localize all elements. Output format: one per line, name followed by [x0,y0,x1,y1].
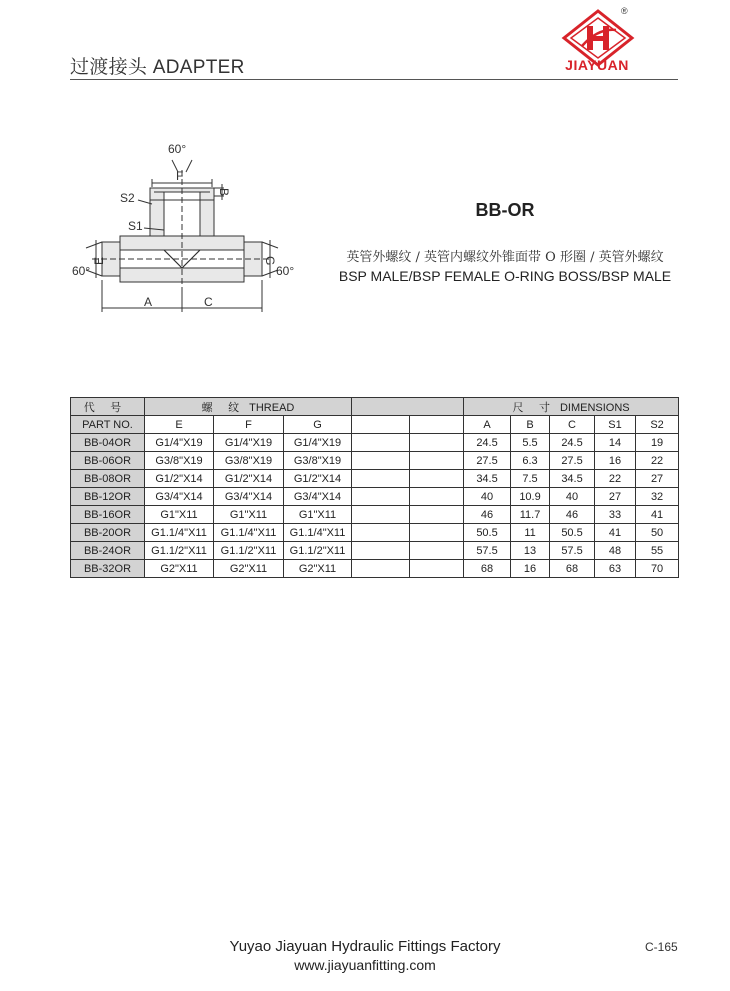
table-cell: 10.9 [511,488,550,506]
table-cell: 50 [636,524,679,542]
table-cell: 40 [550,488,595,506]
column-header: S1 [595,416,636,434]
group-dims-en: DIMENSIONS [559,401,630,414]
table-cell: G3/8"X19 [214,452,284,470]
table-cell: G1/4"X19 [214,434,284,452]
table-cell: 46 [550,506,595,524]
table-cell [352,542,410,560]
table-cell: 22 [636,452,679,470]
table-group-header [71,398,679,416]
table-body [71,434,679,578]
column-header: S2 [636,416,679,434]
f-label: F [176,169,184,183]
table-cell: 6.3 [511,452,550,470]
table-cell: G3/8"X19 [145,452,214,470]
table-cell: 46 [464,506,511,524]
table-cell: 14 [595,434,636,452]
table-row [71,560,679,578]
table-cell [352,506,410,524]
table-cell: 34.5 [464,470,511,488]
table-cell: G1/2"X14 [145,470,214,488]
table-cell: 27 [636,470,679,488]
table-cell [352,434,410,452]
table-cell: G1"X11 [214,506,284,524]
table-cell [410,560,464,578]
part-number-cell: BB-32OR [71,560,145,578]
group-code-cell [71,398,145,416]
table-cell: 50.5 [550,524,595,542]
table-cell: G2"X11 [284,560,352,578]
table-cell [352,452,410,470]
angle-top-label: 60° [168,142,187,156]
column-header: E [145,416,214,434]
table-cell: 41 [636,506,679,524]
table-cell: 32 [636,488,679,506]
table-cell: 22 [595,470,636,488]
column-header: F [214,416,284,434]
part-number-cell: BB-04OR [71,434,145,452]
c-label: C [204,295,213,309]
table-cell: G3/4"X14 [214,488,284,506]
part-number-cell: BB-16OR [71,506,145,524]
table-cell [410,470,464,488]
b-label: B [217,188,231,197]
table-cell [410,506,464,524]
column-header [410,416,464,434]
table-row [71,434,679,452]
table-cell: G1.1/4"X11 [145,524,214,542]
table-cell [352,560,410,578]
page-title: 过渡接头 ADAPTER [70,57,245,78]
table-row [71,470,679,488]
part-number-cell: BB-24OR [71,542,145,560]
e-label: E [92,256,106,265]
table-cell: 16 [595,452,636,470]
table-cell: G1.1/4"X11 [214,524,284,542]
table-cell: G3/8"X19 [284,452,352,470]
table-cell: G3/4"X14 [284,488,352,506]
table-cell: 68 [550,560,595,578]
table-cell: 41 [595,524,636,542]
table-cell: 57.5 [550,542,595,560]
spec-table [70,397,679,578]
g-label: G [263,256,277,266]
table-cell [410,488,464,506]
table-cell: G1.1/2"X11 [284,542,352,560]
table-cell: G1/4"X19 [284,434,352,452]
group-thread-cn: 螺 纹 [201,400,246,414]
table-cell: G1"X11 [145,506,214,524]
table-cell [410,542,464,560]
table-cell: G1.1/2"X11 [145,542,214,560]
s1-label: S1 [128,219,143,233]
table-cell: 24.5 [550,434,595,452]
s2-label: S2 [120,191,135,205]
table-row [71,452,679,470]
table-cell: 27.5 [550,452,595,470]
table-row [71,542,679,560]
group-dims-cell [464,398,679,416]
table-cell: 27.5 [464,452,511,470]
column-header [352,416,410,434]
table-cell: 63 [595,560,636,578]
table-cell: 34.5 [550,470,595,488]
column-header: PART NO. [71,416,145,434]
table-cell: 11 [511,524,550,542]
page-number: C-165 [645,940,678,954]
table-cell [410,434,464,452]
table-cell: G1/4"X19 [145,434,214,452]
table-cell: 68 [464,560,511,578]
table-cell: 33 [595,506,636,524]
description-english: BSP MALE/BSP FEMALE O-RING BOSS/BSP MALE [338,268,672,284]
table-cell: 13 [511,542,550,560]
model-code: BB-OR [475,200,535,220]
table-cell: G3/4"X14 [145,488,214,506]
table-cell [352,470,410,488]
a-label: A [144,295,153,309]
table-cell: 27 [595,488,636,506]
table-cell: G1/2"X14 [284,470,352,488]
table-row [71,506,679,524]
table-cell [410,452,464,470]
table-column-header [71,416,679,434]
table-cell: 7.5 [511,470,550,488]
table-cell: G2"X11 [145,560,214,578]
table-cell: 70 [636,560,679,578]
group-thread-cell [145,398,352,416]
table-cell: 16 [511,560,550,578]
group-dims-cn: 尺 寸 [512,400,556,414]
group-thread-en: THREAD [249,401,295,414]
header-divider [70,79,678,80]
table-cell: 55 [636,542,679,560]
part-number-cell: BB-06OR [71,452,145,470]
part-number-cell: BB-12OR [71,488,145,506]
table-cell: G1.1/2"X11 [214,542,284,560]
table-cell: 19 [636,434,679,452]
registered-mark: ® [621,6,628,16]
logo-text: JIAYUAN [565,57,629,73]
column-header: G [284,416,352,434]
table-cell: G1/2"X14 [214,470,284,488]
table-row [71,524,679,542]
column-header: C [550,416,595,434]
part-number-cell: BB-20OR [71,524,145,542]
table-cell [352,524,410,542]
table-cell: 50.5 [464,524,511,542]
group-code-cn: 代 号 [83,400,128,414]
table-cell: 48 [595,542,636,560]
group-empty-cell [352,398,464,416]
table-cell: 5.5 [511,434,550,452]
table-cell: 11.7 [511,506,550,524]
fitting-drawing [72,140,302,320]
website: www.jiayuanfitting.com [294,957,436,973]
table-cell: 40 [464,488,511,506]
angle-right-label: 60° [276,264,295,278]
table-cell [352,488,410,506]
table-row [71,488,679,506]
table-cell: 24.5 [464,434,511,452]
part-number-cell: BB-08OR [71,470,145,488]
table-cell [410,524,464,542]
company-name: Yuyao Jiayuan Hydraulic Fittings Factory [229,938,501,955]
table-cell: 57.5 [464,542,511,560]
table-cell: G1"X11 [284,506,352,524]
table-cell: G2"X11 [214,560,284,578]
angle-left-label: 60° [72,264,91,278]
column-header: A [464,416,511,434]
column-header: B [511,416,550,434]
table-cell: G1.1/4"X11 [284,524,352,542]
description-chinese: 英管外螺纹 / 英管内螺纹外锥面带 O 形圈 / 英管外螺纹 [346,250,664,265]
